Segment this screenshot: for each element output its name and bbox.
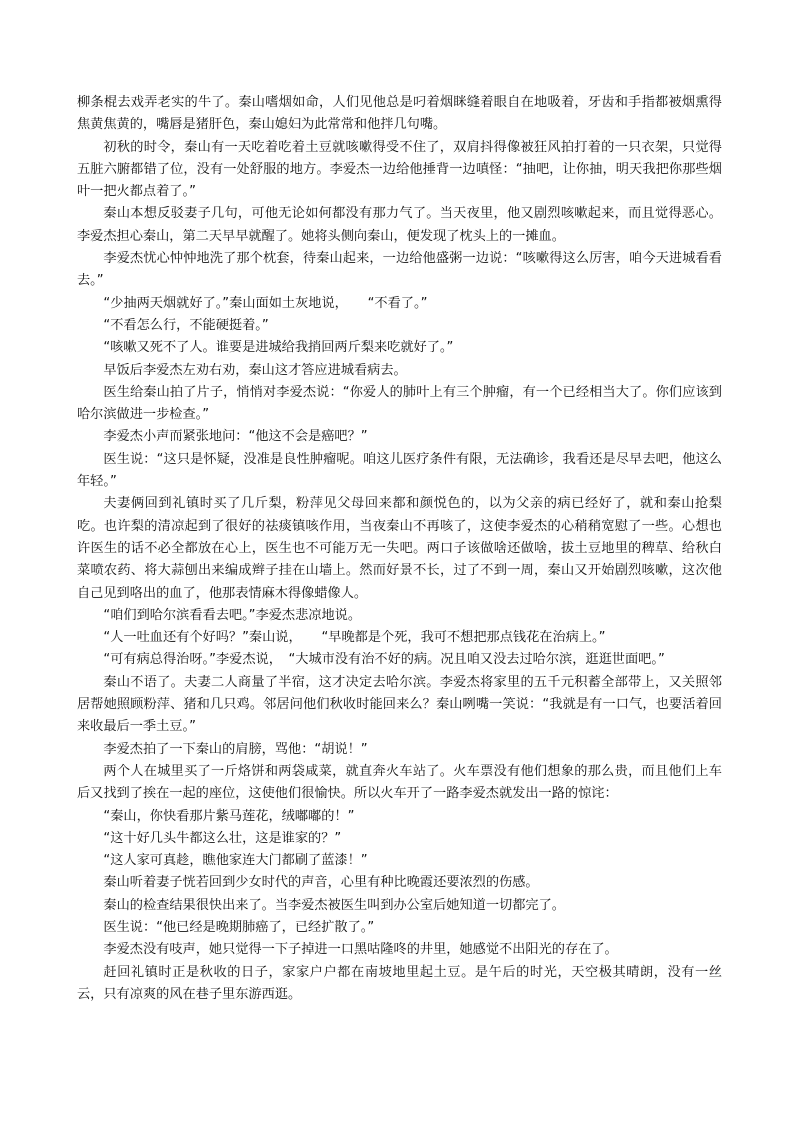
paragraph: 李爱杰拍了一下秦山的肩膀，骂他：“胡说！” xyxy=(103,741,368,757)
paragraph: 两个人在城里买了一斤烙饼和两袋咸菜，就直奔火车站了。火车票没有他们想象的那么贵，而且他们上车后又找到了挨在一起的座位，这使他们很愉快。所以火车开了一路李爱杰就发出一路的惊诧： xyxy=(77,763,722,802)
paragraph: “可有病总得治呀。”李爱杰说， “大城市没有治不好的病。况且咱又没去过哈尔滨，逛逛世面吧。” xyxy=(103,652,665,668)
paragraph: 秦山的检查结果很快出来了。当李爱杰被医生叫到办公室后她知道一切都完了。 xyxy=(103,897,565,913)
document-body xyxy=(77,92,722,1006)
paragraph: 秦山听着妻子恍若回到少女时代的声音，心里有种比晚霞还要浓烈的伤感。 xyxy=(103,875,539,891)
paragraph: 医生说：“他已经是晚期肺癌了，已经扩散了。” xyxy=(103,919,375,935)
paragraph: 李爱杰小声而紧张地问：“他这不会是癌吧？” xyxy=(103,429,368,445)
paragraph: “咱们到哈尔滨看看去吧。”李爱杰悲凉地说。 xyxy=(103,607,362,623)
paragraph: “人一吐血还有个好吗？”秦山说， “早晚都是个死，我可不想把那点钱花在治病上。” xyxy=(103,630,606,646)
paragraph: 夫妻俩回到礼镇时买了几斤梨，粉萍见父母回来都和颜悦色的，以为父亲的病已经好了，就和秦山抢梨吃。也许梨的清凉起到了很好的祛痰镇咳作用，当夜秦山不再咳了，这使李爱杰的心稍稍宽慰了一些。心想也许医生的话不必全都放在心上，医生也不可能万无一失吧。两口子该做啥还做啥，拔土豆地里的稗草、给秋白菜喷农药、将大蒜刨出来编成辫子挂在山墙上。然而好景不长，过了不到一周，秦山又开始剧烈咳嗽，这次他自己见到咯出的血了，他那表情麻木得像蜡像人。 xyxy=(77,496,722,601)
paragraph: “这人家可真趁，瞧他家连大门都刷了蓝漆！” xyxy=(103,853,368,869)
paragraph: 秦山本想反驳妻子几句，可他无论如何都没有那力气了。当天夜里，他又剧烈咳嗽起来，而且觉得恶心。李爱杰担心秦山，第二天早早就醒了。她将头侧向秦山，便发现了枕头上的一摊血。 xyxy=(77,206,722,244)
paragraph: “少抽两天烟就好了。”秦山面如土灰地说， “不看了。” xyxy=(103,295,428,311)
paragraph: 秦山不语了。夫妻二人商量了半宿，这才决定去哈尔滨。李爱杰将家里的五千元积蓄全部带上，又关照邻居帮她照顾粉萍、猪和几只鸡。邻居问他们秋收时能回来么？秦山咧嘴一笑说：“我就是有一口气，也要活着回来收最后一季土豆。” xyxy=(77,674,722,735)
paragraph: 初秋的时令，秦山有一天吃着吃着土豆就咳嗽得受不住了，双肩抖得像被狂风拍打着的一只衣架，只觉得五脏六腑都错了位，没有一处舒服的地方。李爱杰一边给他捶背一边嗔怪：“抽吧，让你抽，明天我把你那些烟叶一把火都点着了。” xyxy=(77,139,722,200)
paragraph: “这十好几头牛都这么壮，这是谁家的？” xyxy=(103,830,342,846)
paragraph: 李爱杰忧心忡忡地洗了那个枕套，待秦山起来，一边给他盛粥一边说：“咳嗽得这么厉害，咱今天进城看看去。” xyxy=(77,251,722,289)
paragraph: 柳条棍去戏弄老实的牛了。秦山嗜烟如命，人们见他总是叼着烟眯缝着眼自在地吸着，牙齿和手指都被烟熏得焦黄焦黄的，嘴唇是猪肝色，秦山媳妇为此常常和他拌几句嘴。 xyxy=(77,95,722,133)
paragraph: 李爱杰没有吱声，她只觉得一下子掉进一口黑咕隆咚的井里，她感觉不出阳光的存在了。 xyxy=(103,942,618,958)
paragraph: 早饭后李爱杰左劝右劝，秦山这才答应进城看病去。 xyxy=(103,362,407,378)
paragraph: “不看怎么行，不能硬挺着。” xyxy=(103,317,269,333)
paragraph: 医生给秦山拍了片子，悄悄对李爱杰说：“你爱人的肺叶上有三个肿瘤，有一个已经相当大了。你们应该到哈尔滨做进一步检查。” xyxy=(77,384,722,423)
paragraph: 赶回礼镇时正是秋收的日子，家家户户都在南坡地里起土豆。是午后的时光，天空极其晴朗，没有一丝云，只有凉爽的风在巷子里东游西逛。 xyxy=(77,964,722,1002)
paragraph: “咳嗽又死不了人。谁要是进城给我捎回两斤梨来吃就好了。” xyxy=(103,340,454,356)
paragraph: “秦山，你快看那片紫马莲花，绒嘟嘟的！” xyxy=(103,808,355,824)
paragraph: 医生说：“这只是怀疑，没准是良性肿瘤呢。咱这儿医疗条件有限，无法确诊，我看还是尽早去吧，他这么年轻。” xyxy=(77,451,722,490)
